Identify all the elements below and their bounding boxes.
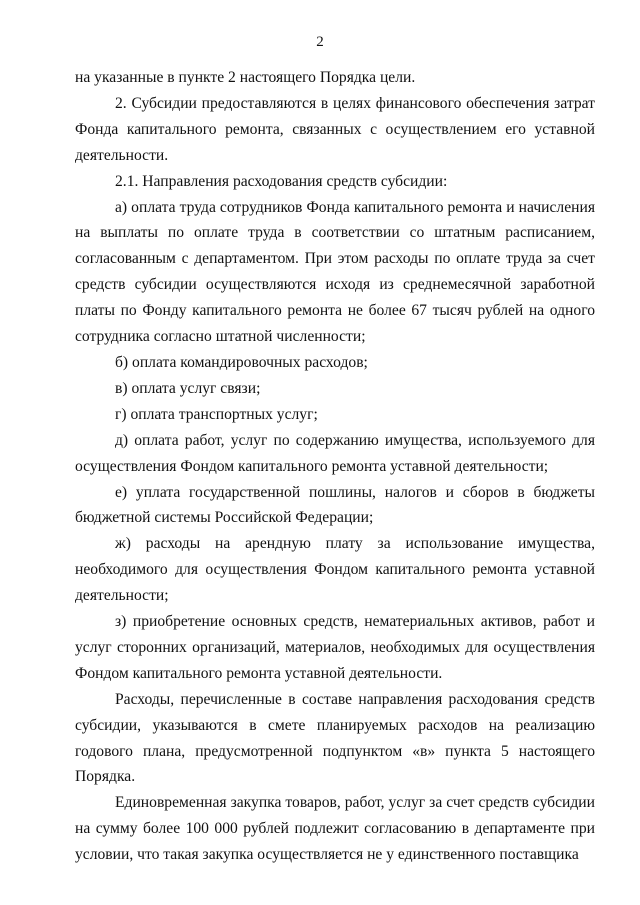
paragraph-expenses-note: Расходы, перечисленные в составе направления расходования средств субсидии, указываются в смете планируемых расходов на реализацию годового плана, предусмотренной подпунктом «в» пункта 5 настоящего Порядка. [75,690,595,786]
paragraph-item-z: з) приобретение основных средств, нематериальных активов, работ и услуг сторонних организаций, материалов, необходимых для осуществления Фондом капитального ремонта уставной деятельности. [75,613,595,682]
paragraph-procurement-note: Единовременная закупка товаров, работ, услуг за счет средств субсидии на сумму более 100 000 рублей подлежит согласованию в департаменте при условии, что такая закупка осуществляется не у единственного поставщика [75,794,595,864]
document-body [75,65,595,868]
paragraph-item-a: а) оплата труда сотрудников Фонда капитального ремонта и начисления на выплаты по оплате труда в соответствии со штатным расписанием, согласованным с департаментом. При этом расходы по оплате труда за счет средств субсидии осуществляются исходя из среднемесячной заработной платы по Фонду капитального ремонта не более 67 тысяч рублей на одного сотрудника согласно штатной численности; [75,198,595,346]
page-number: 2 [316,34,324,50]
paragraph-item-d: д) оплата работ, услуг по содержанию имущества, используемого для осуществления Фондом капитального ремонта уставной деятельности; [75,431,595,475]
paragraph-item-v: в) оплата услуг связи; [115,379,261,397]
paragraph-item-e: е) уплата государственной пошлины, налогов и сборов в бюджеты бюджетной системы Российской Федерации; [75,483,595,527]
paragraph-section-2-1: 2.1. Направления расходования средств субсидии: [115,172,448,190]
paragraph-item-zh: ж) расходы на арендную плату за использование имущества, необходимого для осуществления Фондом капитального ремонта уставной деятельности; [75,535,595,605]
paragraph-continuation: на указанные в пункте 2 настоящего Порядка цели. [75,69,416,86]
paragraph-section-2: 2. Субсидии предоставляются в целях финансового обеспечения затрат Фонда капитального ремонта, связанных с осуществлением его уставной деятельности. [75,94,595,164]
paragraph-item-b: б) оплата командировочных расходов; [115,353,368,371]
paragraph-item-g: г) оплата транспортных услуг; [115,405,318,423]
